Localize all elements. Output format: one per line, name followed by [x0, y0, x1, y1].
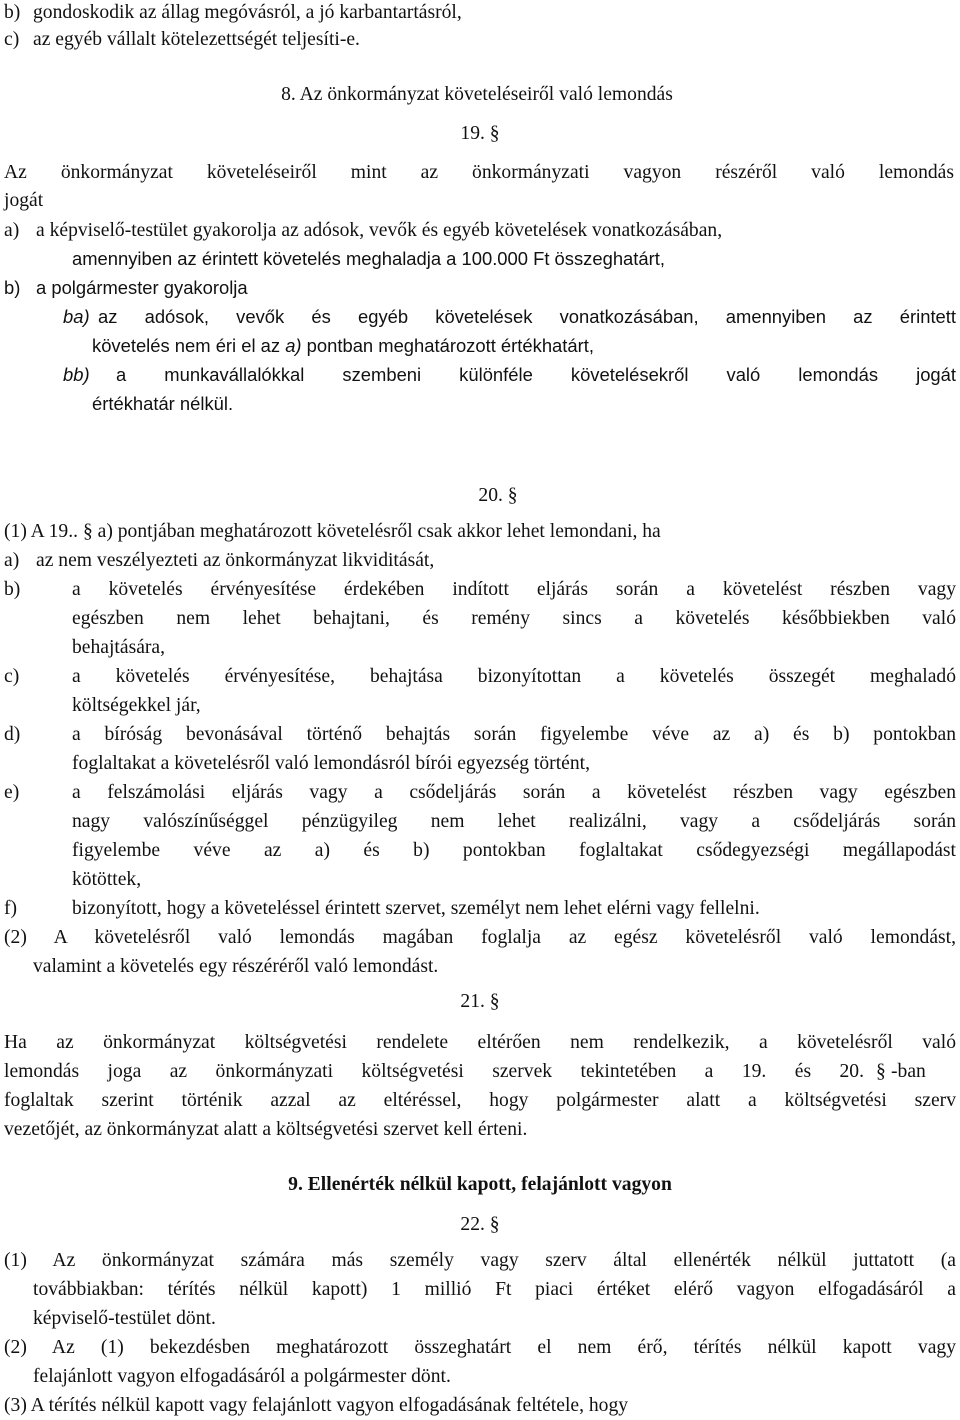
point-reference: a)	[285, 335, 302, 356]
text-span: -ban	[891, 1061, 926, 1082]
par20-item-b-line2: egészben nem lehet behajtani, és remény sincs a követelés későbbiekben való	[72, 608, 956, 629]
par19-item-bb	[0, 360, 960, 389]
par20-item-c-line2: költségekkel jár,	[72, 695, 201, 716]
par22-p3-line1: (3) A térítés nélkül kapott vagy felajánlott vagyon elfogadásának feltétele, hogy	[4, 1395, 629, 1416]
par19-item-ba	[0, 302, 960, 331]
par19-item-ba-line2	[92, 331, 594, 360]
paragraph-number-19	[0, 119, 960, 148]
text-span: lemondás joga az önkormányzati költségvetési szervek tekintetében a 19. és 20.	[4, 1061, 864, 1082]
par20-item-f	[0, 894, 960, 923]
par19-item-a-line2: amennyiben az érintett követelés meghaladja a 100.000 Ft összeghatárt,	[72, 248, 665, 269]
item-label: b)	[4, 2, 21, 23]
par20-item-e	[0, 778, 960, 807]
paragraph-number: 20.	[478, 485, 503, 506]
par20-p1-lead	[4, 517, 661, 546]
item-text: bizonyított, hogy a követeléssel érintett szervet, személyt nem lehet elérni vagy fellelni.	[72, 898, 760, 919]
item-text: a képviselő-testület gyakorolja az adósok, vevők és egyéb követelések vonatkozásában,	[36, 220, 723, 241]
item-label: bb)	[63, 364, 90, 385]
item-text: gondoskodik az állag megóvásról, a jó karbantartásról,	[33, 2, 462, 23]
par21-line2	[4, 1057, 956, 1086]
item-label: d)	[4, 724, 21, 745]
text-span: a) pontjában meghatározott követelésről csak akkor lehet lemondani, ha	[97, 521, 661, 542]
par19-item-a	[0, 216, 960, 245]
item-label: c)	[4, 666, 20, 687]
item-label: b)	[4, 579, 21, 600]
section-heading-8: 8. Az önkormányzat követeléseiről való lemondás	[281, 84, 673, 105]
par22-p2-line1: (2) Az (1) bekezdésben meghatározott összeghatárt el nem érő, térítés nélkül kapott vagy	[4, 1337, 956, 1358]
list-item-c	[0, 25, 960, 54]
par20-item-c	[0, 662, 960, 691]
list-item-b	[0, 0, 960, 27]
item-label: a)	[4, 550, 20, 571]
par20-item-b	[0, 575, 960, 604]
text-span: pontban meghatározott értékhatárt,	[301, 335, 594, 356]
item-label: c)	[4, 29, 20, 50]
paragraph-number-22	[0, 1210, 960, 1239]
par19-item-bb-line2: értékhatár nélkül.	[92, 393, 234, 414]
paragraph-number-20	[18, 481, 960, 510]
par22-p1-line1: (1) Az önkormányzat számára más személy vagy szerv által ellenérték nélkül juttatott (a	[4, 1250, 956, 1271]
item-text: az egyéb vállalt kötelezettségét teljesíti-e.	[33, 29, 360, 50]
text-span: (1) A 19..	[4, 521, 79, 542]
paragraph-number: 19.	[460, 123, 485, 144]
item-text: a követelés érvényesítése, behajtása bizonyítottan a követelés összegét meghaladó	[72, 666, 956, 687]
section-sign: §	[489, 123, 500, 144]
item-label: a)	[4, 220, 20, 241]
section-sign: §	[489, 1214, 500, 1235]
text-span: követelés nem éri el az	[92, 335, 286, 356]
par20-item-b-line3: behajtására,	[72, 637, 166, 658]
par19-intro-line1: Az önkormányzat követeléseiről mint az önkormányzati vagyon részéről való lemondás	[4, 162, 954, 183]
item-text: az nem veszélyezteti az önkormányzat likviditását,	[36, 550, 435, 571]
section-sign: §	[507, 485, 518, 506]
par20-p2-line2: valamint a követelés egy részéréről való lemondást.	[33, 956, 439, 977]
par19-item-b	[0, 273, 960, 302]
par20-item-d-line2: foglaltakat a követelésről való lemondásról bírói egyezség történt,	[72, 753, 590, 774]
item-text: a munkavállalókkal szembeni különféle követelésekről való lemondás jogát	[116, 364, 956, 385]
item-text: a követelés érvényesítése érdekében indított eljárás során a követelést részben vagy	[72, 579, 956, 600]
par20-item-d	[0, 720, 960, 749]
item-label: ba)	[63, 306, 90, 327]
item-label: f)	[4, 898, 18, 919]
par20-item-e-line2: nagy valószínűséggel pénzügyileg nem lehet realizálni, vagy a csődeljárás során	[72, 811, 956, 832]
par21-line1: Ha az önkormányzat költségvetési rendelete eltérően nem rendelkezik, a követelésről való	[4, 1032, 956, 1053]
section-sign: §	[489, 991, 500, 1012]
paragraph-number: 21.	[460, 991, 485, 1012]
section-heading-9: 9. Ellenérték nélkül kapott, felajánlott vagyon	[288, 1174, 672, 1195]
item-text: az adósok, vevők és egyéb követelések vonatkozásában, amennyiben az érintett	[98, 306, 956, 327]
paragraph-number: 22.	[460, 1214, 485, 1235]
item-text: a polgármester gyakorolja	[36, 277, 248, 298]
item-text: a bíróság bevonásával történő behajtás során figyelembe véve az a) és b) pontokban	[72, 724, 956, 745]
par20-item-e-line3: figyelembe véve az a) és b) pontokban foglaltakat csődegyezségi megállapodást	[72, 840, 956, 861]
par22-p2-line2: felajánlott vagyon elfogadásáról a polgármester dönt.	[33, 1366, 451, 1387]
par19-intro-line2: jogát	[4, 190, 44, 211]
par21-line4: vezetőjét, az önkormányzat alatt a költségvetési szervet kell érteni.	[4, 1119, 528, 1140]
section-sign: §	[876, 1061, 886, 1082]
paragraph-number-21	[0, 987, 960, 1016]
par22-p1-line3: képviselő-testület dönt.	[33, 1308, 216, 1329]
item-label: e)	[4, 782, 20, 803]
par21-line3: foglaltak szerint történik azzal az eltéréssel, hogy polgármester alatt a költségvetési szerv	[4, 1090, 956, 1111]
par20-p2-line1: (2) A követelésről való lemondás magában foglalja az egész követelésről való lemondást,	[4, 927, 956, 948]
par20-item-e-line4: kötöttek,	[72, 869, 142, 890]
item-label: b)	[4, 277, 21, 298]
par22-p1-line2: továbbiakban: térítés nélkül kapott) 1 millió Ft piaci értéket elérő vagyon elfogadásáról a	[33, 1279, 956, 1300]
section-sign: §	[82, 521, 93, 542]
par20-item-a	[0, 546, 960, 575]
item-text: a felszámolási eljárás vagy a csődeljárás során a követelést részben vagy egészben	[72, 782, 956, 803]
